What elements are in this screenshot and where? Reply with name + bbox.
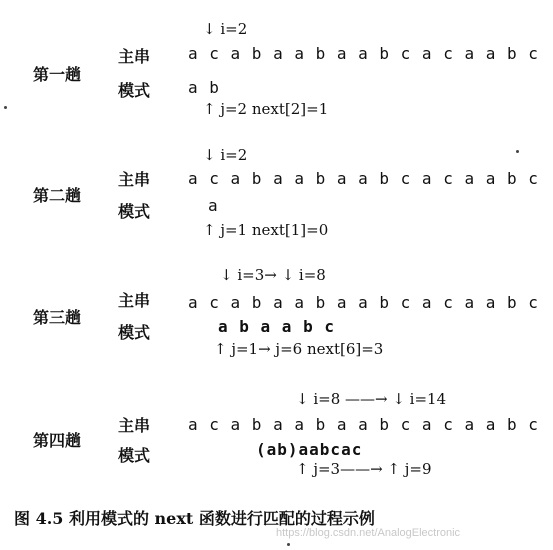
pass-3-label: 第三趟 bbox=[33, 308, 82, 327]
pass-4-bottom-annotation: ↑ j=3——→ ↑ j=9 bbox=[296, 460, 432, 478]
pass-1-pattern-label: 模式 bbox=[118, 81, 151, 100]
figure-caption: 图 4.5 利用模式的 next 函数进行匹配的过程示例 bbox=[14, 509, 375, 528]
scan-dot bbox=[516, 150, 519, 153]
pass-2-pattern-label: 模式 bbox=[118, 202, 151, 221]
watermark: https://blog.csdn.net/AnalogElectronic bbox=[276, 527, 461, 539]
pass-2-main-label: 主串 bbox=[118, 170, 151, 189]
pass-4-main-string: a c a b a a b a a b c a c a a b c bbox=[188, 415, 539, 434]
pass-2-top-annotation: ↓ i=2 bbox=[203, 146, 248, 164]
pass-1-bottom-annotation: ↑ j=2 next[2]=1 bbox=[203, 100, 329, 118]
pass-4-pattern-label: 模式 bbox=[118, 446, 151, 465]
pass-4-main-label: 主串 bbox=[118, 416, 151, 435]
pass-1-top-annotation: ↓ i=2 bbox=[203, 20, 248, 38]
pass-2-label: 第二趟 bbox=[33, 186, 82, 205]
pass-3-main-string: a c a b a a b a a b c a c a a b c bbox=[188, 293, 539, 312]
pass-2-main-string: a c a b a a b a a b c a c a a b c bbox=[188, 169, 539, 188]
pass-2-bottom-annotation: ↑ j=1 next[1]=0 bbox=[203, 221, 329, 239]
pass-3-bottom-annotation: ↑ j=1→ j=6 next[6]=3 bbox=[214, 340, 384, 358]
pass-1-main-string: a c a b a a b a a b c a c a a b c bbox=[188, 44, 539, 63]
pass-4-label: 第四趟 bbox=[33, 431, 82, 450]
scan-dot bbox=[287, 543, 290, 546]
pass-2-pattern: a bbox=[208, 196, 219, 215]
pass-4-pattern: (ab)aabcac bbox=[256, 440, 363, 459]
pass-1-main-label: 主串 bbox=[118, 47, 151, 66]
pass-3-top-annotation: ↓ i=3→ ↓ i=8 bbox=[220, 266, 326, 284]
pass-1-label: 第一趟 bbox=[33, 65, 82, 84]
pass-3-pattern: a b a a b c bbox=[218, 317, 335, 336]
pass-3-pattern-label: 模式 bbox=[118, 323, 151, 342]
pass-1-pattern: a b bbox=[188, 78, 220, 97]
scan-dot bbox=[4, 106, 7, 109]
pass-3-main-label: 主串 bbox=[118, 291, 151, 310]
pass-4-top-annotation: ↓ i=8 ——→ ↓ i=14 bbox=[296, 390, 447, 408]
